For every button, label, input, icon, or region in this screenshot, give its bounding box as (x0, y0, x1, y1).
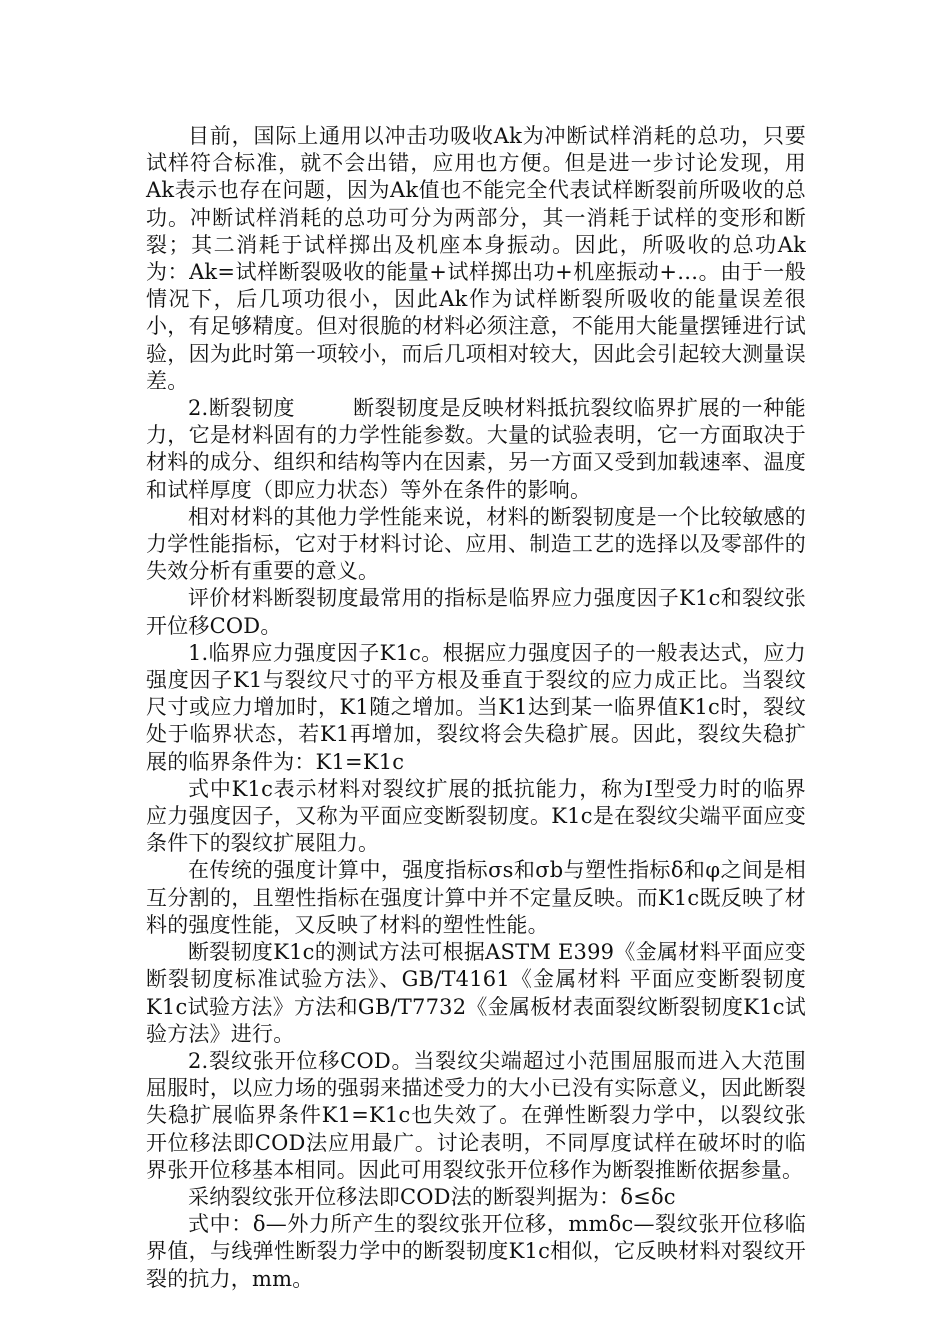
paragraph-strength-plasticity: 在传统的强度计算中，强度指标σs和σb与塑性指标δ和φ之间是相互分割的，且塑性指标在强度计算中并不定量反映。而K1c既反映了材料的强度性能，又反映了材料的塑性性能。 (146, 858, 806, 937)
paragraph-cod-criterion: 采纳裂纹张开位移法即COD法的断裂判据为：δ≤δc (188, 1184, 676, 1209)
paragraph-cod-variables: 式中：δ—外力所产生的裂纹张开位移，mmδc—裂纹张开位移临界值，与线弹性断裂力学中的断裂韧度K1c相似，它反映材料对裂纹开裂的抗力，mm。 (146, 1212, 806, 1291)
paragraph-fracture-toughness-intro: 2.断裂韧度 断裂韧度是反映材料抵抗裂纹临界扩展的一种能力，它是材料固有的力学性能参数。大量的试验表明，它一方面取决于材料的成分、组织和结构等内在因素，另一方面又受到加载速率、温度和试样厚度（即应力状态）等外在条件的影响。 (146, 396, 806, 502)
paragraph-cod-intro: 2.裂纹张开位移COD。当裂纹尖端超过小范围屈服而进入大范围屈服时，以应力场的强弱来描述受力的大小已没有实际意义，因此断裂失稳扩展临界条件K1=K1c也失效了。在弹性断裂力学中，以裂纹张开位移法即COD法应用最广。讨论表明，不同厚度试样在破坏时的临界张开位移基本相同。因此可用裂纹张开位移作为断裂推断依据参量。 (146, 1048, 806, 1182)
document-body (146, 123, 806, 1293)
paragraph-sensitivity: 相对材料的其他力学性能来说，材料的断裂韧度是一个比较敏感的力学性能指标，它对于材料讨论、应用、制造工艺的选择以及零部件的失效分析有重要的意义。 (146, 504, 806, 584)
paragraph-k1c-meaning: 式中K1c表示材料对裂纹扩展的抵抗能力，称为Ⅰ型受力时的临界应力强度因子，又称为平面应变断裂韧度。K1c是在裂纹尖端平面应变条件下的裂纹扩展阻力。 (146, 776, 806, 856)
paragraph-test-methods: 断裂韧度K1c的测试方法可根据ASTM E399《金属材料平面应变断裂韧度标准试验方法》、GB/T4161《金属材料 平面应变断裂韧度K1c试验方法》方法和GB/T7732《金属板材表面裂纹断裂韧度K1c试验方法》进行。 (146, 940, 806, 1046)
paragraph-evaluation-indices: 评价材料断裂韧度最常用的指标是临界应力强度因子K1c和裂纹张开位移COD。 (146, 586, 806, 638)
paragraph-impact-energy: 目前，国际上通用以冲击功吸收Ak为冲断试样消耗的总功，只要试样符合标准，就不会出错，应用也方便。但是进一步讨论发现，用Ak表示也存在问题，因为Ak值也不能完全代表试样断裂前所吸收的总功。冲断试样消耗的总功可分为两部分，其一消耗于试样的变形和断裂；其二消耗于试样掷出及机座本身振动。因此，所吸收的总功Ak为：Ak=试样断裂吸收的能量+试样掷出功+机座振动+…。由于一般情况下，后几项功很小，因此Ak作为试样断裂所吸收的能量误差很小，有足够精度。但对很脆的材料必须注意，不能用大能量摆锤进行试验，因为此时第一项较小，而后几项相对较大，因此会引起较大测量误差。 (146, 124, 806, 393)
paragraph-k1c-definition: 1.临界应力强度因子K1c。根据应力强度因子的一般表达式，应力强度因子K1与裂纹尺寸的平方根及垂直于裂纹的应力成正比。当裂纹尺寸或应力增加时，K1随之增加。当K1达到某一临界值K1c时，裂纹处于临界状态，若K1再增加，裂纹将会失稳扩展。因此，裂纹失稳扩展的临界条件为：K1=K1c (146, 640, 806, 774)
